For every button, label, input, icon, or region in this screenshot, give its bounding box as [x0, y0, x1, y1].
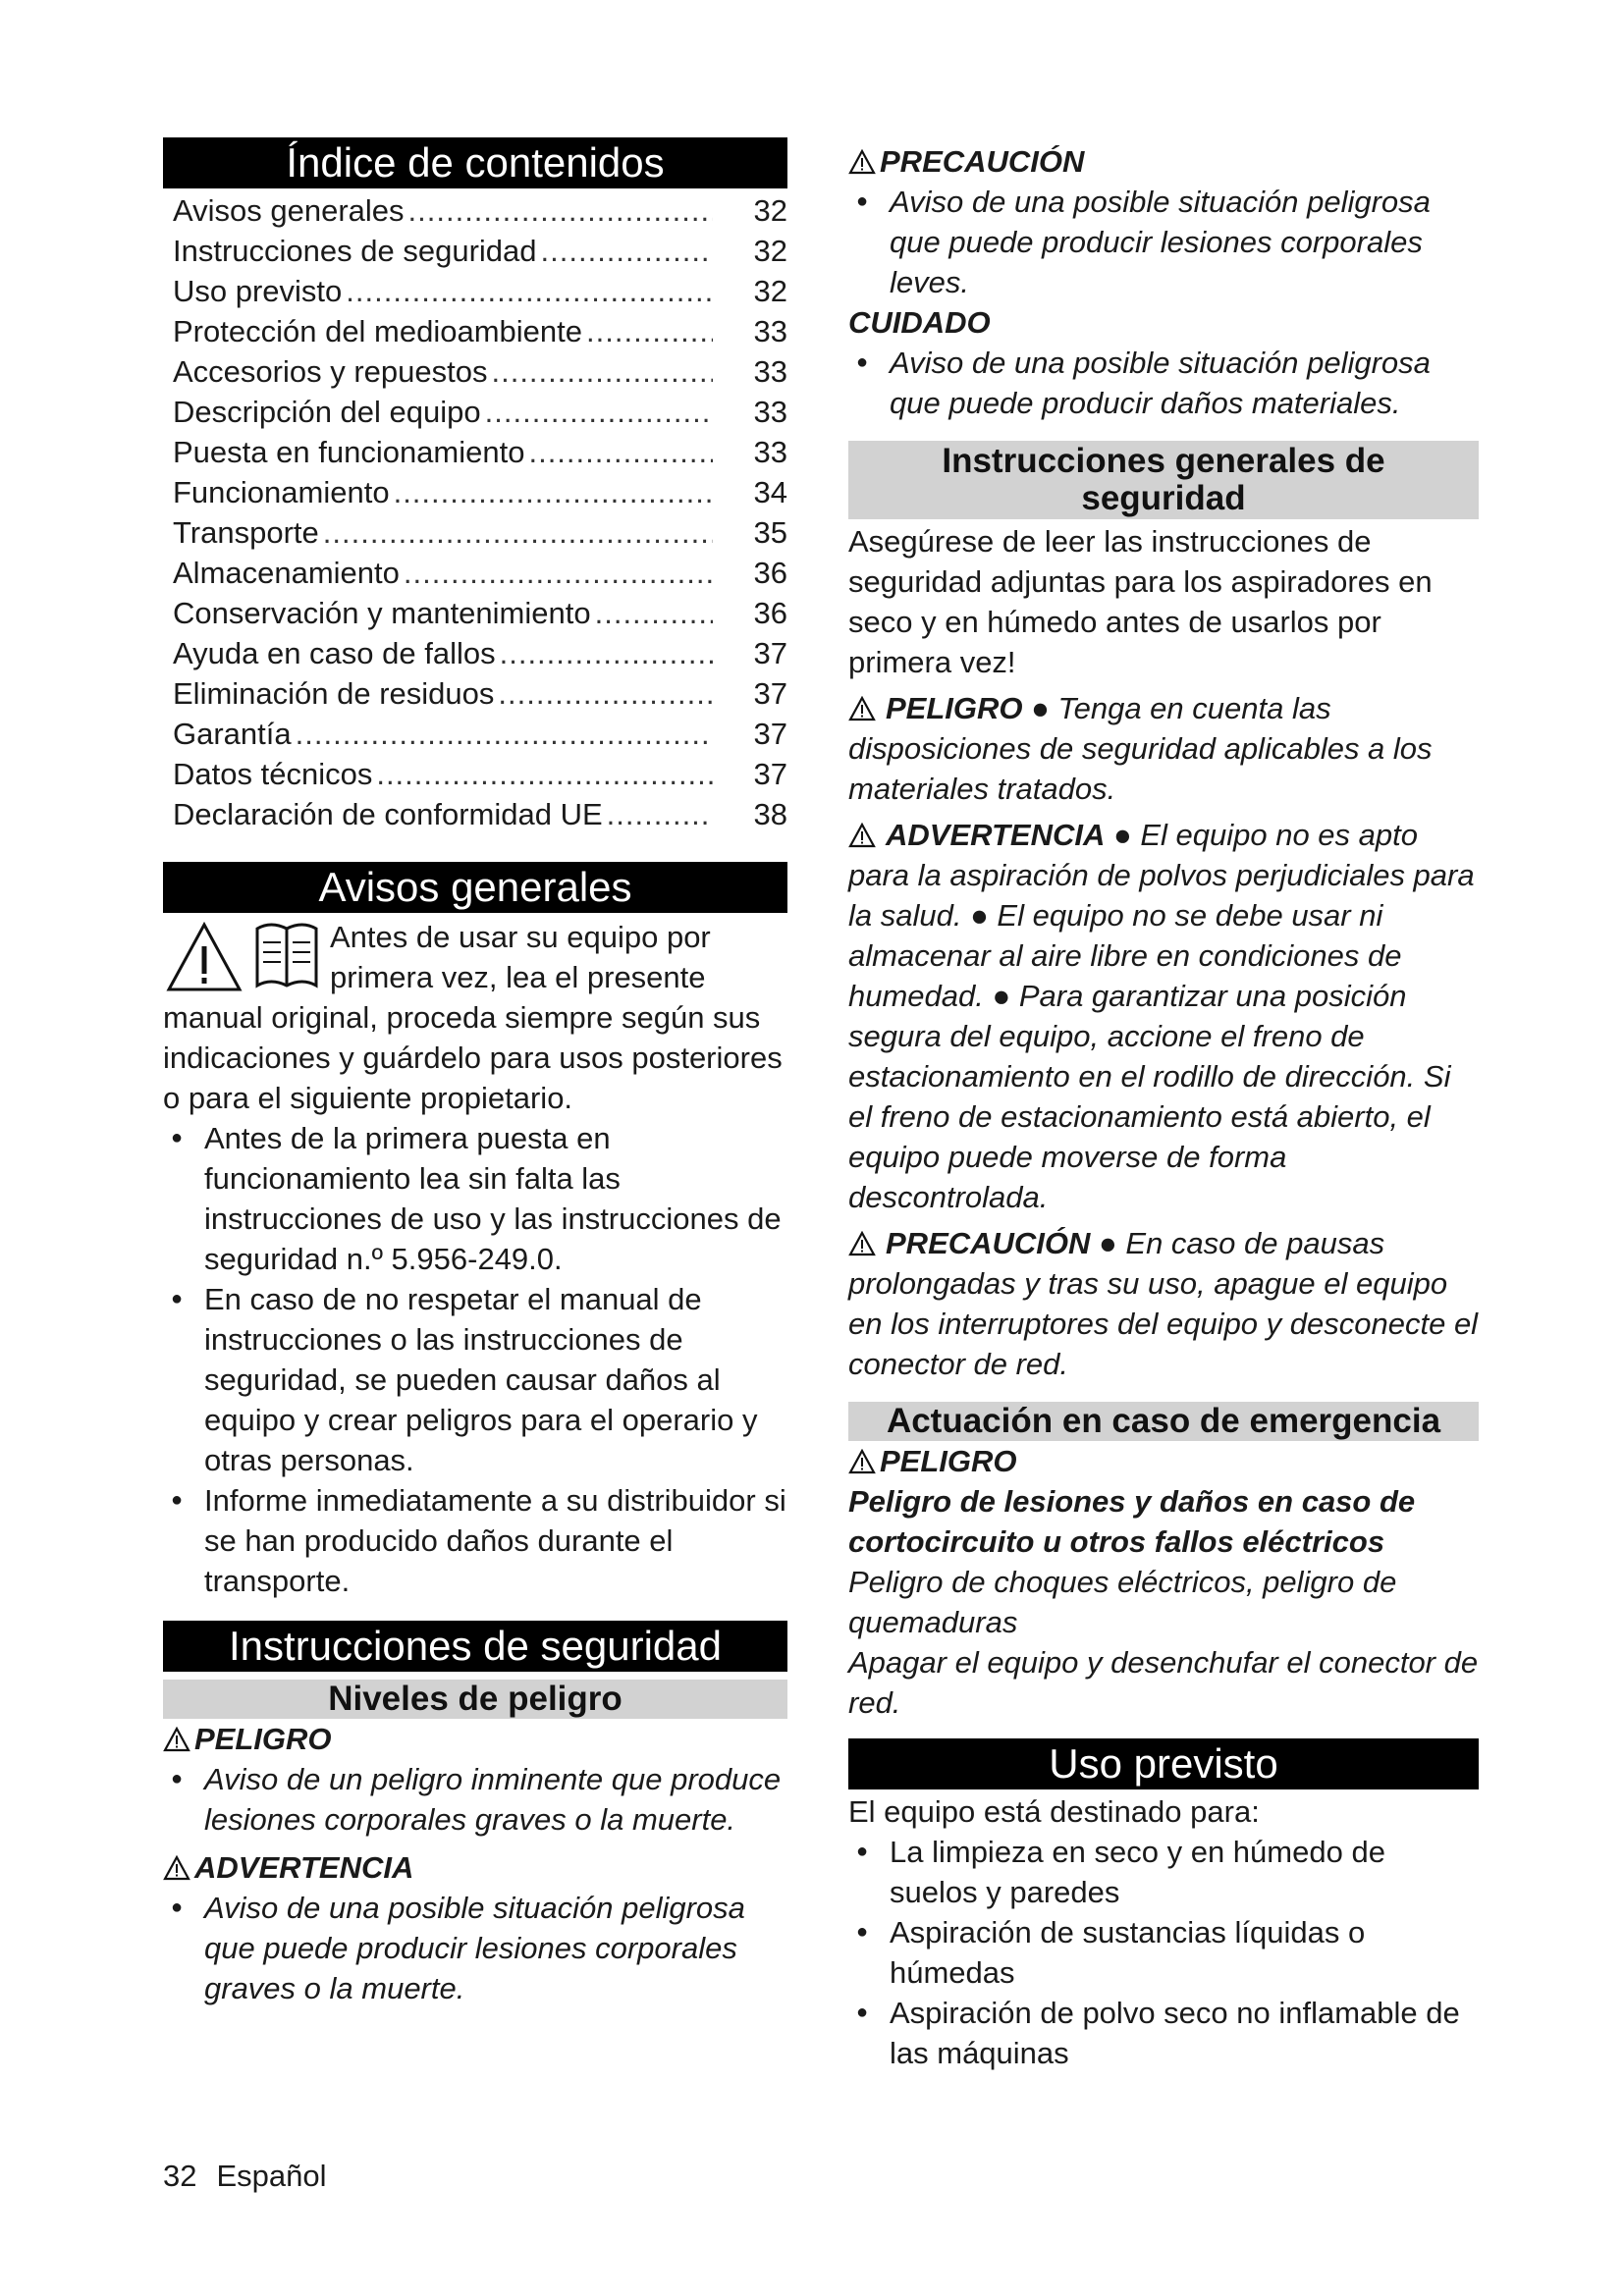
manual-book-icon: [249, 919, 324, 993]
toc-entry[interactable]: Protección del medioambiente ..... 33: [163, 311, 787, 351]
toc-entry[interactable]: Transporte ..... 35: [163, 512, 787, 553]
toc-entry[interactable]: Descripción del equipo ..... 33: [163, 392, 787, 432]
emergencia-signal: PELIGRO: [848, 1441, 1479, 1481]
toc-entry[interactable]: Avisos generales ..... 32: [163, 190, 787, 231]
list-item: ● La limpieza en seco y en húmedo de suelos y paredes: [848, 1832, 1479, 1912]
list-item: ● Aviso de una posible situación peligrosa que puede producir lesiones corporales leves.: [848, 182, 1479, 302]
page-number: 32: [163, 2159, 197, 2193]
level-precaucion-list: [848, 182, 1479, 302]
toc-list: [163, 190, 787, 834]
list-item: ● En caso de no respetar el manual de instrucciones o las instrucciones de seguridad, se pueden causar daños al equipo y crear peligros para el operario y otras personas.: [163, 1279, 787, 1480]
avisos-intro-text: Antes de usar su equipo por primera vez, lea el presente manual original, proceda siempre según sus indicaciones y guárdelo para usos posteriores o para el siguiente propietario.: [163, 920, 783, 1115]
uso-intro: El equipo está destinado para:: [848, 1794, 1260, 1829]
toc-entry[interactable]: Uso previsto ..... 32: [163, 271, 787, 311]
list-item: ● Aviso de una posible situación peligrosa que puede producir daños materiales.: [848, 343, 1479, 423]
toc-entry[interactable]: Funcionamiento ..... 34: [163, 472, 787, 512]
toc-entry[interactable]: Instrucciones de seguridad ..... 32: [163, 231, 787, 271]
toc-entry[interactable]: Datos técnicos ..... 37: [163, 754, 787, 794]
toc-entry[interactable]: Puesta en funcionamiento ..... 33: [163, 432, 787, 472]
right-column: [848, 141, 1479, 2073]
level-peligro-signal: PELIGRO: [163, 1719, 787, 1759]
emergencia-line1: Peligro de choques eléctricos, peligro de quemaduras: [848, 1565, 1397, 1639]
avisos-intro: [163, 917, 787, 1118]
warning-triangle-icon: [848, 1231, 876, 1256]
list-item: ● Informe inmediatamente a su distribuidor si se han producido daños durante el transporte.: [163, 1480, 787, 1601]
warning-triangle-icon: [848, 149, 876, 175]
warning-triangle-icon: [163, 1727, 190, 1752]
list-item: ● Aviso de un peligro inminente que produce lesiones corporales graves o la muerte.: [163, 1759, 787, 1840]
toc-entry[interactable]: Accesorios y repuestos ..... 33: [163, 351, 787, 392]
warning-triangle-icon: [165, 921, 244, 993]
toc-entry[interactable]: Eliminación de residuos ..... 37: [163, 673, 787, 714]
page-footer: [163, 2156, 327, 2196]
language-label: Español: [216, 2159, 327, 2193]
niveles-heading: Niveles de peligro: [163, 1680, 787, 1719]
toc-entry[interactable]: Garantía ..... 37: [163, 714, 787, 754]
generales-warning-advertencia: ADVERTENCIA ● El equipo no es apto para la aspiración de polvos perjudiciales para la salud. ● El equipo no se debe usar ni almacenar al aire libre en condiciones de humedad. ● Para garantizar una posición segura del equipo, accione el freno de estacionamiento en el rodillo de dirección. Si el freno de estacionamiento está abierto, el equipo puede moverse de forma descontrolada.: [848, 818, 1475, 1214]
warning-triangle-icon: [163, 1855, 190, 1881]
warning-triangle-icon: [848, 823, 876, 848]
level-cuidado-signal: CUIDADO: [848, 305, 991, 340]
left-column: [163, 137, 787, 2008]
list-item: ● Aviso de una posible situación peligrosa que puede producir lesiones corporales graves o la muerte.: [163, 1888, 787, 2008]
warning-triangle-icon: [848, 696, 876, 721]
avisos-heading: Avisos generales: [163, 862, 787, 913]
generales-intro: Asegúrese de leer las instrucciones de seguridad adjuntas para los aspiradores en seco y en húmedo antes de usarlos por primera vez!: [848, 524, 1433, 679]
intro-icons: [163, 917, 330, 997]
emergencia-subheading: Peligro de lesiones y daños en caso de cortocircuito u otros fallos eléctricos: [848, 1484, 1416, 1559]
toc-entry[interactable]: Ayuda en caso de fallos ..... 37: [163, 633, 787, 673]
seguridad-heading: Instrucciones de seguridad: [163, 1621, 787, 1672]
level-peligro-list: [163, 1759, 787, 1840]
avisos-bullets: [163, 1118, 787, 1601]
level-advertencia-signal: ADVERTENCIA: [163, 1847, 787, 1888]
emergencia-heading: Actuación en caso de emergencia: [848, 1402, 1479, 1441]
emergencia-line2: Apagar el equipo y desenchufar el conector de red.: [848, 1645, 1479, 1720]
toc-entry[interactable]: Declaración de conformidad UE ..... 38: [163, 794, 787, 834]
level-precaucion-signal: PRECAUCIÓN: [848, 141, 1479, 182]
warning-triangle-icon: [848, 1449, 876, 1474]
list-item: ● Aspiración de polvo seco no inflamable de las máquinas: [848, 1993, 1479, 2073]
level-cuidado-list: [848, 343, 1479, 423]
list-item: ● Antes de la primera puesta en funcionamiento lea sin falta las instrucciones de uso y las instrucciones de seguridad n.º 5.956-249.0.: [163, 1118, 787, 1279]
toc-entry[interactable]: Almacenamiento ..... 36: [163, 553, 787, 593]
level-advertencia-list: [163, 1888, 787, 2008]
generales-warning-peligro: PELIGRO ● Tenga en cuenta las disposiciones de seguridad aplicables a los materiales tratados.: [848, 691, 1433, 806]
generales-heading: Instrucciones generales de seguridad: [848, 441, 1479, 519]
toc-heading: Índice de contenidos: [163, 137, 787, 188]
uso-heading: Uso previsto: [848, 1738, 1479, 1789]
toc-entry[interactable]: Conservación y mantenimiento ..... 36: [163, 593, 787, 633]
generales-warning-precaucion: PRECAUCIÓN ● En caso de pausas prolongadas y tras su uso, apague el equipo en los interruptores del equipo y desconecte el conector de red.: [848, 1226, 1479, 1381]
list-item: ● Aspiración de sustancias líquidas o húmedas: [848, 1912, 1479, 1993]
uso-bullets: [848, 1832, 1479, 2073]
